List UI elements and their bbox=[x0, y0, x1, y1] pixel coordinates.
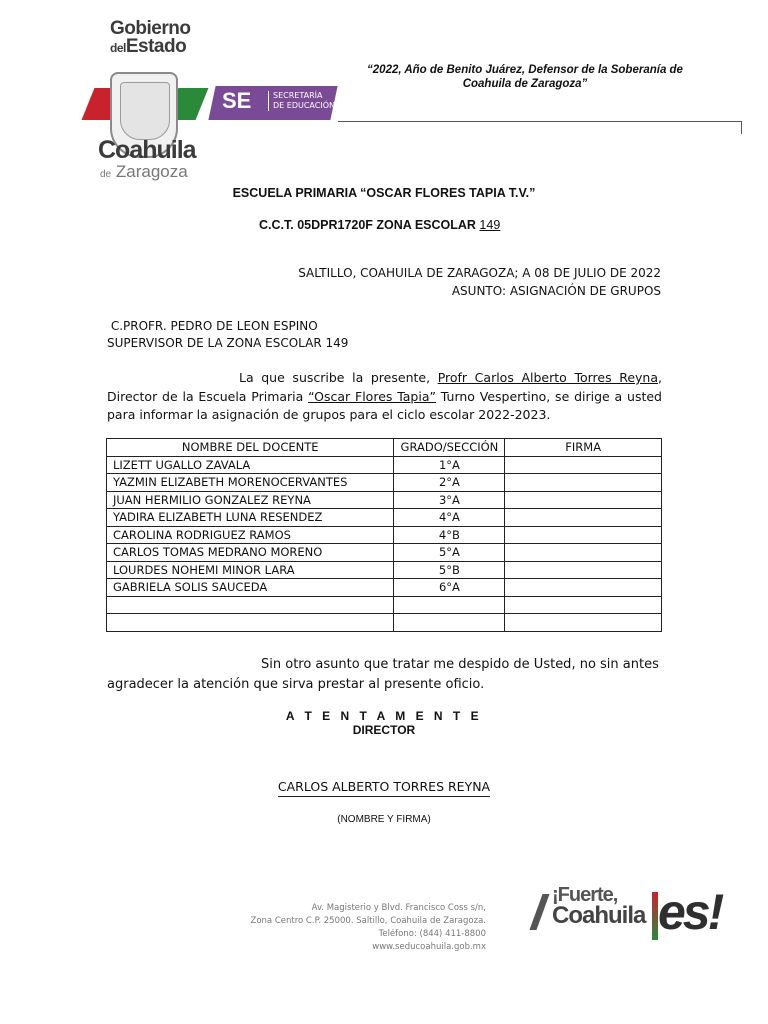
column-header-teacher: NOMBRE DEL DOCENTE bbox=[107, 439, 394, 457]
closing-line1: Sin otro asunto que tratar me despido de Usted, no sin antes bbox=[261, 657, 659, 672]
table-row bbox=[107, 491, 662, 509]
teacher-cell: CARLOS TOMAS MEDRANO MORENO bbox=[107, 544, 394, 562]
signature-cell bbox=[505, 579, 662, 597]
teacher-cell: JUAN HERMILIO GONZALEZ REYNA bbox=[107, 491, 394, 509]
gobierno-coahuila-logo bbox=[80, 20, 340, 190]
grade-cell: 6°A bbox=[394, 579, 505, 597]
logo-coahuila-text: Coahuila bbox=[98, 136, 196, 164]
teacher-cell: LIZETT UGALLO ZAVALA bbox=[107, 456, 394, 474]
teacher-cell bbox=[107, 614, 394, 632]
logo-zaragoza-text: Zaragoza bbox=[115, 162, 188, 181]
teacher-cell: YAZMIN ELIZABETH MORENOCERVANTES bbox=[107, 474, 394, 492]
footer-address bbox=[251, 902, 486, 954]
column-header-grade: GRADO/SECCIÓN bbox=[394, 439, 505, 457]
signature-cell bbox=[505, 456, 662, 474]
logo-zaragoza-line bbox=[100, 162, 188, 182]
letter-body bbox=[107, 369, 662, 425]
grade-cell: 3°A bbox=[394, 491, 505, 509]
grade-cell: 1°A bbox=[394, 456, 505, 474]
place-date: SALTILLO, COAHUILA DE ZARAGOZA; A 08 DE JULIO DE 2022 bbox=[298, 266, 661, 280]
signature-cell bbox=[505, 509, 662, 527]
school-name: ESCUELA PRIMARIA “OSCAR FLORES TAPIA T.V.” bbox=[232, 186, 536, 200]
recipient-block bbox=[107, 318, 348, 352]
body-school-name: “Oscar Flores Tapia” bbox=[308, 388, 436, 404]
teacher-cell: GABRIELA SOLIS SAUCEDA bbox=[107, 579, 394, 597]
table-row bbox=[107, 579, 662, 597]
slogan-coahuila: Coahuila bbox=[552, 902, 646, 929]
address-line1: Av. Magisterio y Blvd. Francisco Coss s/n, bbox=[311, 903, 486, 913]
address-website: www.seducoahuila.gob.mx bbox=[372, 942, 486, 952]
signature-cell bbox=[505, 614, 662, 632]
grade-cell bbox=[394, 596, 505, 614]
signature-cell bbox=[505, 491, 662, 509]
se-subtitle-line2: DE EDUCACIÓN bbox=[273, 101, 335, 110]
recipient-title: SUPERVISOR DE LA ZONA ESCOLAR 149 bbox=[107, 336, 349, 350]
body-director-name: Profr Carlos Alberto Torres Reyna bbox=[437, 370, 659, 385]
grade-cell: 5°B bbox=[394, 561, 505, 579]
se-subtitle-line1: SECRETARÍA bbox=[273, 91, 323, 100]
motto-line1: “2022, Año de Benito Juárez, Defensor de la Soberanía de bbox=[367, 64, 683, 76]
address-line2: Zona Centro C.P. 25000. Saltillo, Coahuila de Zaragoza. bbox=[250, 916, 486, 926]
body-text-3: Turno Vespertino, se dirige a usted para informar la asignación de grupos para el ciclo escolar 2022-2023. bbox=[107, 388, 662, 422]
table-row bbox=[107, 509, 662, 527]
table-row bbox=[107, 526, 662, 544]
grade-cell: 2°A bbox=[394, 474, 505, 492]
teacher-cell bbox=[107, 596, 394, 614]
teacher-cell: YADIRA ELIZABETH LUNA RESENDEZ bbox=[107, 509, 394, 527]
director-title: DIRECTOR bbox=[352, 723, 416, 737]
table-row bbox=[107, 474, 662, 492]
grade-cell: 5°A bbox=[394, 544, 505, 562]
slogan-fuerte: ¡Fuerte, bbox=[552, 884, 618, 906]
se-subtitle bbox=[268, 91, 335, 111]
signature-cell bbox=[505, 544, 662, 562]
signature-cell bbox=[505, 561, 662, 579]
fuerte-coahuila-logo bbox=[534, 884, 744, 950]
teacher-cell: LOURDES NOHEMI MINOR LARA bbox=[107, 561, 394, 579]
closing-paragraph bbox=[107, 655, 667, 695]
logo-slash bbox=[529, 894, 549, 930]
table-row bbox=[107, 561, 662, 579]
logo-gobierno-title bbox=[110, 20, 190, 57]
year-motto bbox=[350, 63, 700, 91]
signer-name-text: CARLOS ALBERTO TORRES REYNA bbox=[278, 779, 490, 797]
logo-estado-line bbox=[110, 38, 190, 57]
logo-estado-text: Estado bbox=[125, 36, 187, 57]
column-header-signature: FIRMA bbox=[505, 439, 662, 457]
se-abbr: SE bbox=[222, 88, 252, 113]
motto-line2: Coahuila de Zaragoza” bbox=[462, 78, 588, 90]
signer-name bbox=[0, 779, 768, 794]
group-assignment-table bbox=[106, 438, 662, 632]
header-divider-tick bbox=[741, 121, 742, 134]
logo-gobierno-text: Gobierno bbox=[110, 18, 191, 39]
atentamente: A T E N T A M E N T E bbox=[285, 709, 483, 723]
subject-line: ASUNTO: ASIGNACIÓN DE GRUPOS bbox=[451, 284, 661, 298]
name-and-signature-label: (NOMBRE Y FIRMA) bbox=[337, 814, 431, 825]
grade-cell: 4°B bbox=[394, 526, 505, 544]
table-header-row bbox=[107, 439, 662, 457]
grade-cell: 4°A bbox=[394, 509, 505, 527]
cct-text: C.C.T. 05DPR1720F ZONA ESCOLAR bbox=[259, 218, 480, 232]
zona-number: 149 bbox=[479, 218, 501, 232]
logo-del-text: del bbox=[110, 41, 126, 55]
signature-cell bbox=[505, 596, 662, 614]
school-cct bbox=[259, 218, 500, 232]
recipient-name: C.PROFR. PEDRO DE LEON ESPINO bbox=[107, 319, 318, 333]
table-row bbox=[107, 544, 662, 562]
body-text-1: La que suscribe la presente, bbox=[239, 370, 438, 385]
body-text-2: , Director de la Escuela Primaria bbox=[107, 370, 662, 404]
table-row bbox=[107, 596, 662, 614]
signature-cell bbox=[505, 474, 662, 492]
closing-line2: agradecer la atención que sirva prestar al presente oficio. bbox=[107, 677, 485, 692]
logo-de-text: de bbox=[100, 169, 112, 180]
table-row bbox=[107, 456, 662, 474]
grade-cell bbox=[394, 614, 505, 632]
address-phone: Teléfono: (844) 411-8800 bbox=[378, 929, 486, 939]
teacher-cell: CAROLINA RODRIGUEZ RAMOS bbox=[107, 526, 394, 544]
table-row bbox=[107, 614, 662, 632]
signature-cell bbox=[505, 526, 662, 544]
slogan-es: es! bbox=[658, 884, 722, 940]
header-divider bbox=[338, 121, 742, 122]
